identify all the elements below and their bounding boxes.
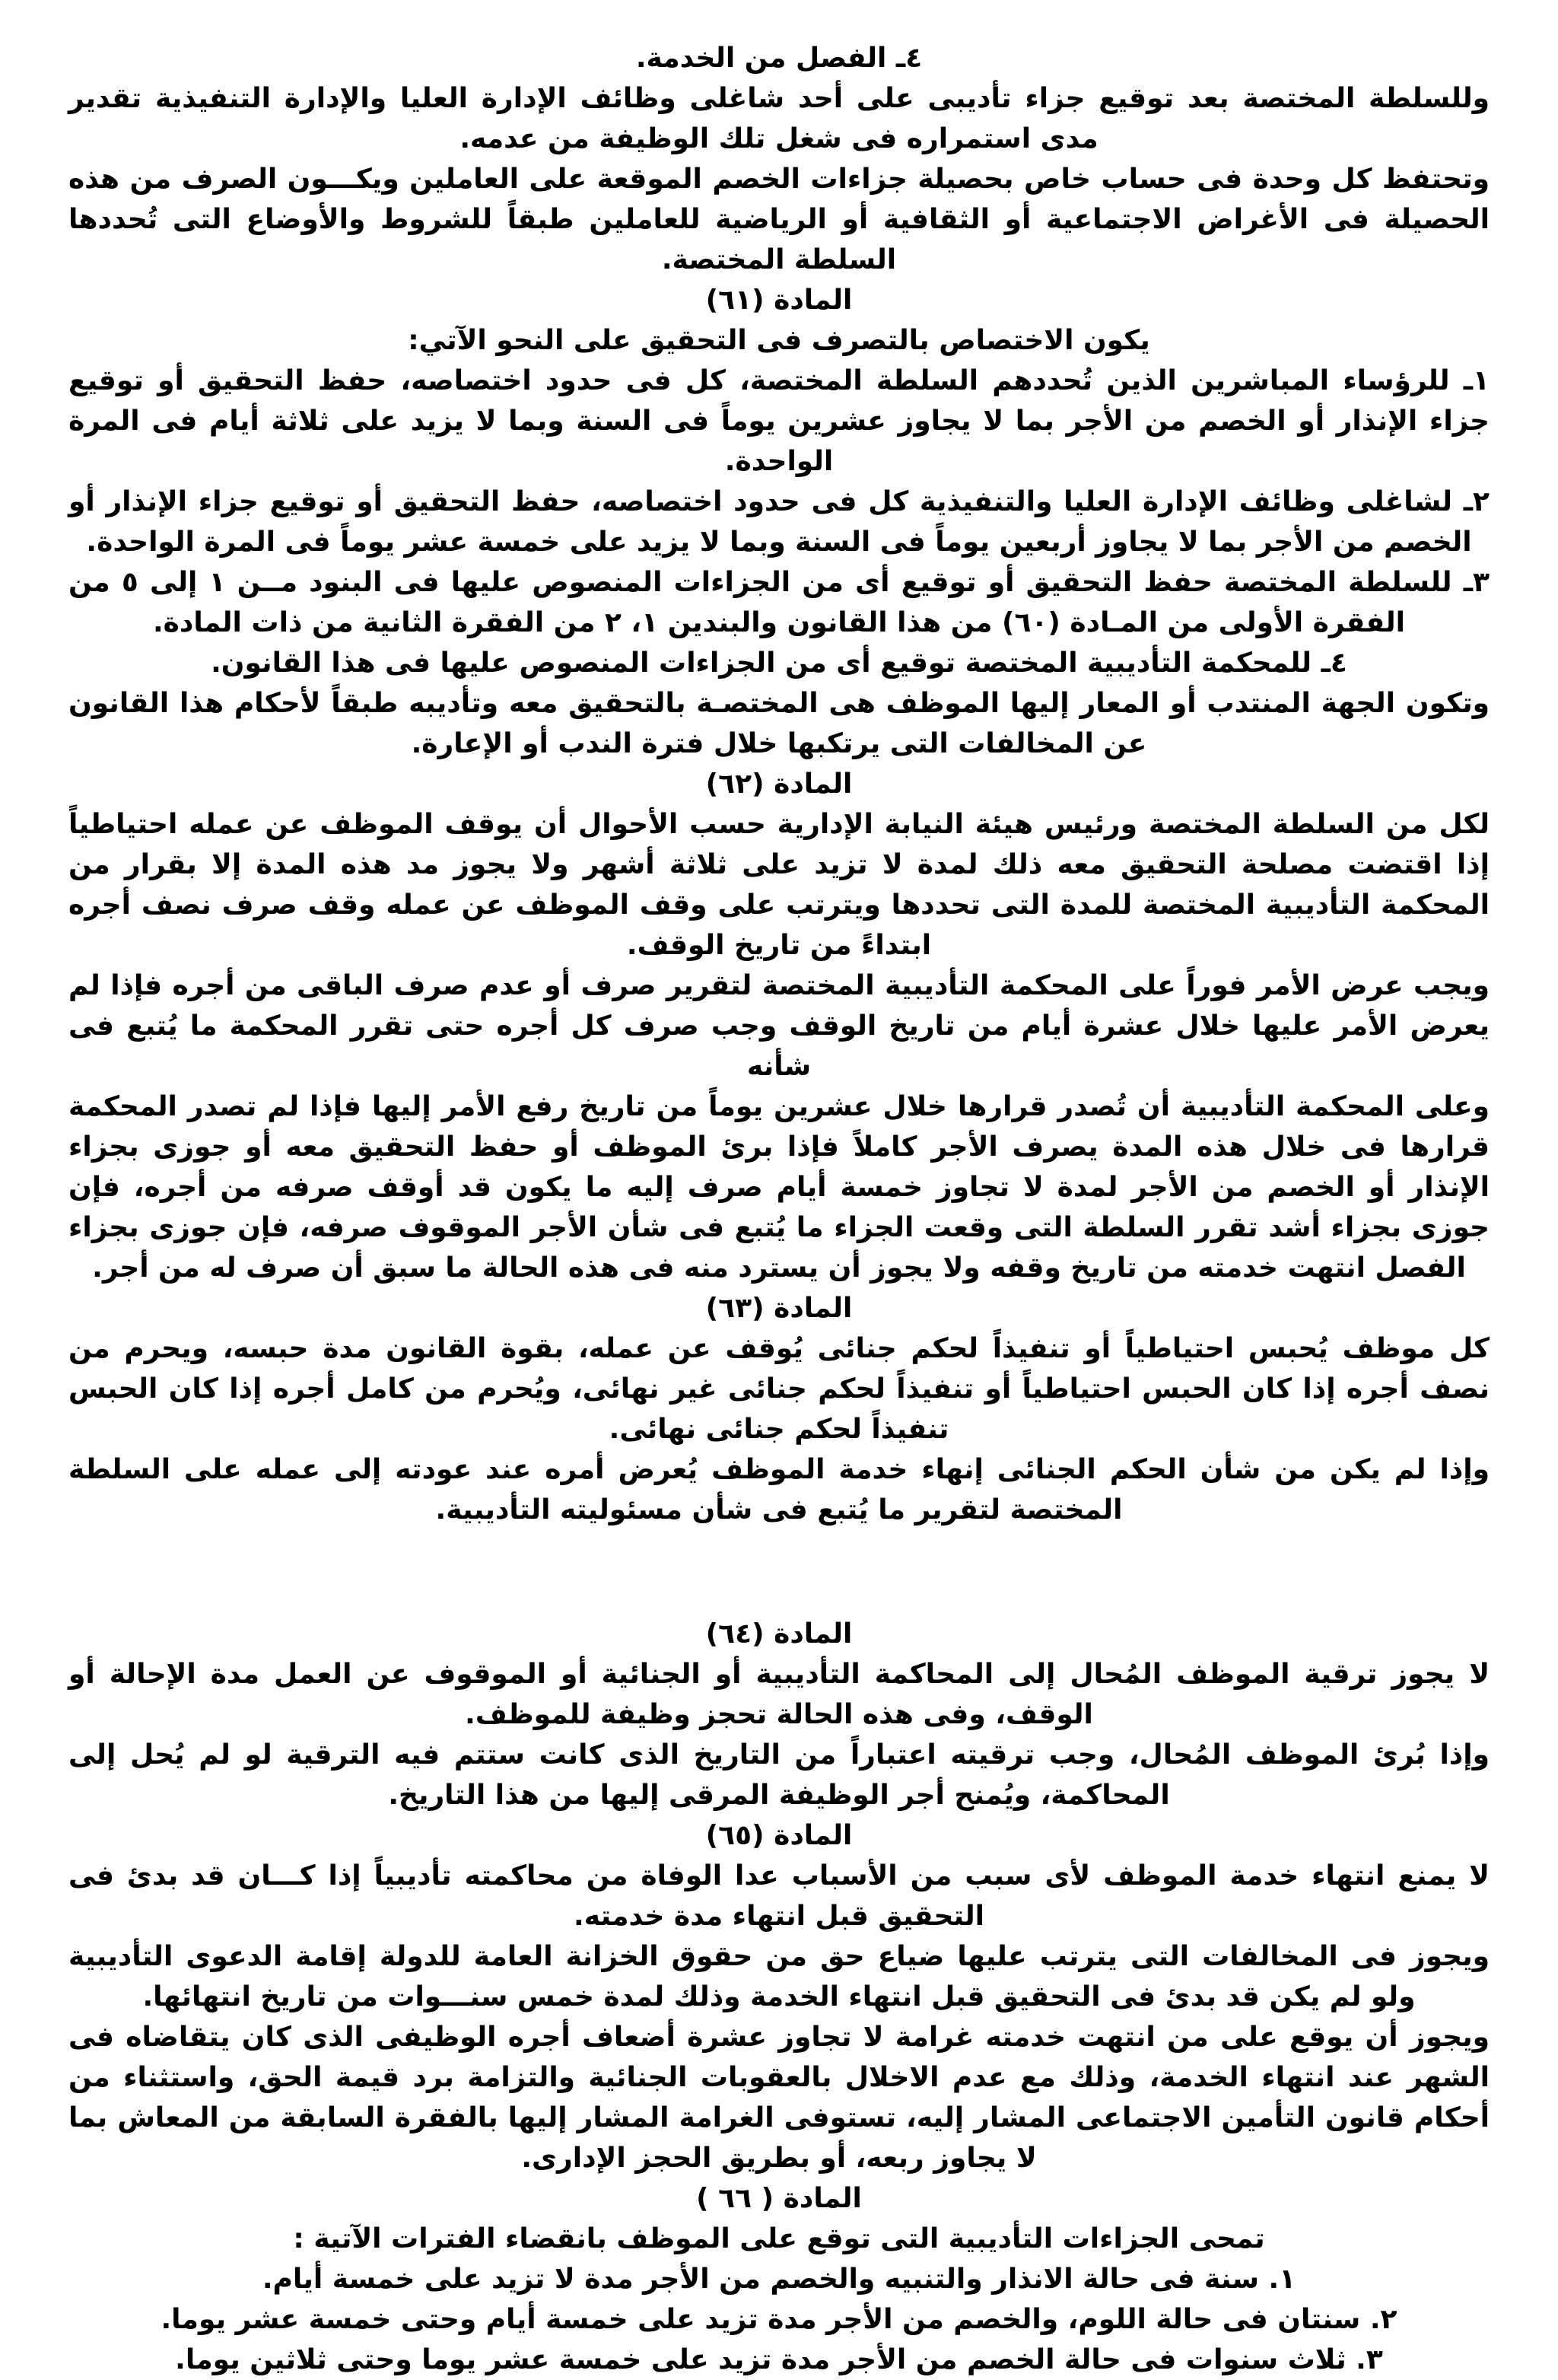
paragraph: يكون الاختصاص بالتصرف فى التحقيق على النحو الآتي: <box>408 325 1150 356</box>
paragraph: تمحى الجزاءات التأديبية التى توقع على الموظف بانقضاء الفترات الآتية : <box>293 2223 1265 2254</box>
paragraph: وللسلطة المختصة بعد توقيع جزاء تأديبى على أحد شاغلى وظائف الإدارة العليا والإدارة التنفيذية تقدير مدى استمراره فى شغل تلك الوظيفة من عدمه. <box>68 83 1490 154</box>
list-item: ٤ـ الفصل من الخدمة. <box>635 43 923 74</box>
article-heading: المادة (٦٥) <box>705 1820 853 1851</box>
list-item: ٢. سنتان فى حالة اللوم، والخصم من الأجر مدة تزيد على خمسة أيام وحتى خمسة عشر يوما. <box>161 2304 1397 2335</box>
paragraph: لا يجوز ترقية الموظف المُحال إلى المحاكمة التأديبية أو الجنائية أو الموقوف عن العمل مدة الإحالة أو الوقف، وفى هذه الحالة تحجز وظيفة للموظف. <box>68 1659 1490 1730</box>
paragraph: كل موظف يُحبس احتياطياً أو تنفيذاً لحكم جنائى يُوقف عن عمله، بقوة القانون مدة حبسه، ويحرم من نصف أجره إذا كان الحبس احتياطياً أو تنفيذاً لحكم جنائى غير نهائى، ويُحرم من كامل أجره إذا كان الحبس تنفيذاً لحكم جنائى نهائى. <box>68 1333 1490 1445</box>
paragraph: ويجوز فى المخالفات التى يترتب عليها ضياع حق من حقوق الخزانة العامة للدولة إقامة الدعوى التأديبية ولو لم يكن قد بدئ فى التحقيق قبل انتهاء الخدمة وذلك لمدة خمس سنـــوات من تاريخ انتهائها. <box>68 1941 1490 2013</box>
paragraph: وإذا لم يكن من شأن الحكم الجنائى إنهاء خدمة الموظف يُعرض أمره عند عودته إلى عمله على السلطة المختصة لتقرير ما يُتبع فى شأن مسئوليته التأديبية. <box>68 1454 1490 1526</box>
paragraph: وعلى المحكمة التأديبية أن تُصدر قرارها خلال عشرين يوماً من تاريخ رفع الأمر إليها فإذا لم تصدر المحكمة قرارها فى خلال هذه المدة يصرف الأجر كاملاً فإذا برئ الموظف أو حفظ التحقيق معه أو جوزى بجزاء الإنذار أو الخصم من الأجر لمدة لا تجاوز خمسة أيام صرف إليه ما يكون قد أوقف صرفه من أجره، فإن جوزى بجزاء أشد تقرر السلطة التى وقعت الجزاء ما يُتبع فى شأن الأجر الموقوف صرفه، فإن جوزى بجزاء الفصل انتهت خدمته من تاريخ وقفه ولا يجوز أن يسترد منه فى هذه الحالة ما سبق أن صرف له من أجر. <box>68 1091 1490 1284</box>
paragraph: ويجب عرض الأمر فوراً على المحكمة التأديبية المختصة لتقرير صرف أو عدم صرف الباقى من أجره فإذا لم يعرض الأمر عليها خلال عشرة أيام من تاريخ الوقف وجب صرف كل أجره حتى تقرر المحكمة ما يُتبع فى شأنه <box>68 970 1490 1082</box>
list-item: ١ـ للرؤساء المباشرين الذين تُحددهم السلطة المختصة، كل فى حدود اختصاصه، حفظ التحقيق أو توقيع جزاء الإنذار أو الخصم من الأجر بما لا يجاوز عشرين يوماً فى السنة وبما لا يزيد على ثلاثة أيام فى المرة الواحدة. <box>68 365 1490 477</box>
list-item: ٤ـ للمحكمة التأديبية المختصة توقيع أى من الجزاءات المنصوص عليها فى هذا القانون. <box>211 648 1347 679</box>
article-heading: المادة (٦٢) <box>705 768 853 800</box>
paragraph: وتكون الجهة المنتدب أو المعار إليها الموظف هى المختصـة بالتحقيق معه وتأديبه طبقاً لأحكام هذا القانون عن المخالفات التى يرتكبها خلال فترة الندب أو الإعارة. <box>68 688 1490 759</box>
article-heading: المادة (٦٤) <box>705 1618 853 1650</box>
article-heading: المادة ( ٦٦ ) <box>696 2183 862 2214</box>
article-heading: المادة (٦٣) <box>705 1293 853 1324</box>
paragraph: ويجوز أن يوقع على من انتهت خدمته غرامة لا تجاوز عشرة أضعاف أجره الوظيفى الذى كان يتقاضاه فى الشهر عند انتهاء الخدمة، وذلك مع عدم الاخلال بالعقوبات الجنائية والتزامة برد قيمة الحق، واستثناء من أحكام قانون التأمين الاجتماعى المشار إليه، تستوفى الغرامة المشار إليها بالفقرة السابقة من المعاش بما لا يجاوز ربعه، أو بطريق الحجز الإدارى. <box>68 2022 1490 2174</box>
document-page <box>68 38 1490 2380</box>
blank-space <box>68 1530 1490 1614</box>
list-item: ٢ـ لشاغلى وظائف الإدارة العليا والتنفيذية كل فى حدود اختصاصه، حفظ التحقيق أو توقيع جزاء الإنذار أو الخصم من الأجر بما لا يجاوز أربعين يوماً فى السنة وبما لا يزيد على خمسة عشر يوماً فى المرة الواحدة. <box>68 486 1490 558</box>
article-heading: المادة (٦١) <box>705 285 853 316</box>
paragraph: لكل من السلطة المختصة ورئيس هيئة النيابة الإدارية حسب الأحوال أن يوقف الموظف عن عمله احتياطياً إذا اقتضت مصلحة التحقيق معه ذلك لمدة لا تزيد على ثلاثة أشهر ولا يجوز مد هذه المدة إلا بقرار من المحكمة التأديبية المختصة للمدة التى تحددها ويترتب على وقف الموظف عن عمله وقف صرف نصف أجره ابتداءً من تاريخ الوقف. <box>68 809 1490 961</box>
paragraph: وتحتفظ كل وحدة فى حساب خاص بحصيلة جزاءات الخصم الموقعة على العاملين ويكـــون الصرف من هذه الحصيلة فى الأغراض الاجتماعية أو الثقافية أو الرياضية للعاملين طبقاً للشروط والأوضاع التى تُحددها السلطة المختصة. <box>68 164 1490 275</box>
list-item: ٣ـ للسلطة المختصة حفظ التحقيق أو توقيع أى من الجزاءات المنصوص عليها فى البنود مــن ١ إلى ٥ من الفقرة الأولى من المـادة (٦٠) من هذا القانون والبندين ١، ٢ من الفقرة الثانية من ذات المادة. <box>68 567 1490 638</box>
list-item: ١. سنة فى حالة الانذار والتنبيه والخصم من الأجر مدة لا تزيد على خمسة أيام. <box>262 2264 1296 2295</box>
paragraph: لا يمنع انتهاء خدمة الموظف لأى سبب من الأسباب عدا الوفاة من محاكمته تأديبياً إذا كـــان قد بدئ فى التحقيق قبل انتهاء مدة خدمته. <box>68 1860 1490 1932</box>
paragraph: وإذا بُرئ الموظف المُحال، وجب ترقيته اعتباراً من التاريخ الذى كانت ستتم فيه الترقية لو لم يُحل إلى المحاكمة، ويُمنح أجر الوظيفة المرقى إليها من هذا التاريخ. <box>68 1739 1490 1811</box>
list-item: ٣. ثلاث سنوات فى حالة الخصم من الأجر مدة تزيد على خمسة عشر يوما وحتى ثلاثين يوما. <box>175 2344 1383 2375</box>
